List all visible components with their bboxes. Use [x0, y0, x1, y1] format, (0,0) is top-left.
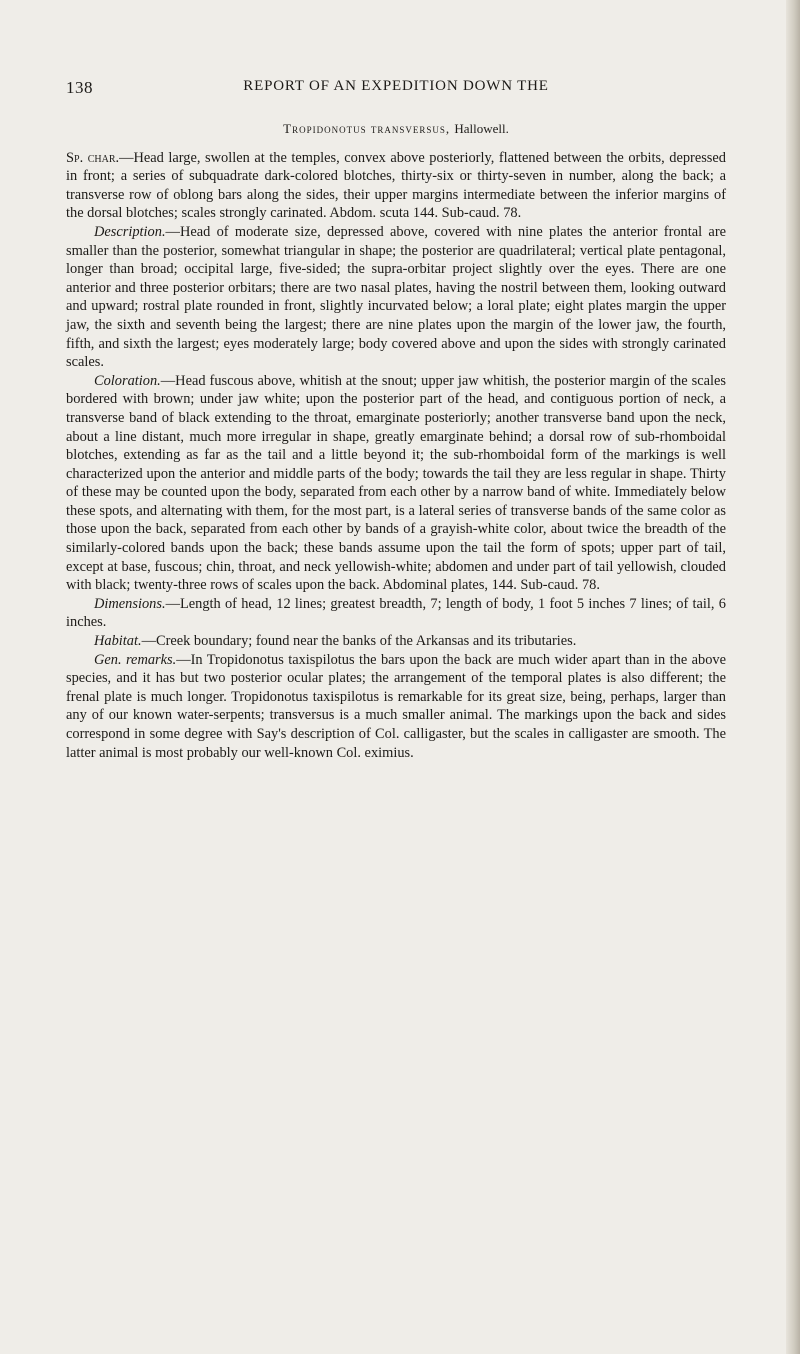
species-title-author: Hallowell.	[454, 121, 509, 136]
page-edge-shadow	[786, 0, 800, 1354]
remarks-label: Gen. remarks.	[94, 651, 177, 668]
paragraph-habitat	[66, 632, 726, 651]
dimensions-text: —Length of head, 12 lines; greatest breadth, 7; length of body, 1 foot 5 inches 7 lines; of tail, 6 inches.	[66, 595, 726, 631]
habitat-text: —Creek boundary; found near the banks of the Arkansas and its tributaries.	[141, 633, 577, 650]
paragraph-coloration	[66, 372, 726, 595]
species-title: Tropidonotus transversus, Hallowell.	[283, 121, 509, 136]
sp-char-text: —Head large, swollen at the temples, convex above posteriorly, flattened between the orbits, depressed in front; a series of subquadrate dark-colored blotches, thirty-six or thirty-seven in number, along the back; a transverse row of oblong bars along the sides, their upper margins intermediate between the inferior margins of the dorsal blotches; scales strongly carinated. Abdom. scuta 144. Sub-caud. 78.	[66, 149, 726, 222]
species-title-species: transversus	[370, 121, 446, 136]
paragraph-description	[66, 223, 726, 372]
paragraph-sp-char	[66, 149, 726, 223]
description-label: Description.	[94, 223, 166, 240]
remarks-text: —In Tropidonotus taxispilotus the bars upon the back are much wider apart than in the above species, and it has but two posterior ocular plates; the arrangement of the temporal plates is also different; the frenal plate is much longer. Tropidonotus taxispilotus is remarkable for its great size, being, perhaps, larger than any of our known water-serpents; transversus is a much smaller animal. The markings upon the back and sides correspond in some degree with Say's description of Col. calligaster, but the scales in calligaster are smooth. The latter animal is most probably our well-known Col. eximius.	[66, 651, 726, 761]
running-head: REPORT OF AN EXPEDITION DOWN THE	[243, 78, 549, 94]
page-content	[66, 120, 726, 762]
sp-char-label: Sp. char.	[66, 149, 120, 166]
coloration-text: —Head fuscous above, whitish at the snout; upper jaw whitish, the posterior margin of the scales bordered with brown; under jaw white; upon the posterior part of the head, and contiguous portion of neck, a transverse band of black extending to the throat, emarginate posteriorly; another transverse band upon the neck, about a line distant, much more irregular in shape, greatly emarginate behind; a dorsal row of sub-rhomboidal blotches, extending as far as the tail and a little beyond it; the sub-rhomboidal form of the markings is well characterized upon the anterior and middle parts of the body; towards the tail they are less regular in shape. Thirty of these may be counted upon the body, separated from each other by a narrow band of white. Immediately below these spots, and alternating with them, for the most part, is a lateral series of transverse bands of the same color as those upon the back, separated from each other by bands of a grayish-white color, about twice the breadth of the similarly-colored bands upon the back; these bands assume upon the tail the form of spots; upper part of tail, except at base, fuscous; chin, throat, and neck yellowish-white; abdomen and under part of tail yellowish, clouded with black; twenty-three rows of scales upon the back. Abdominal plates, 144. Sub-caud. 78.	[66, 372, 726, 594]
page-header	[66, 78, 726, 102]
description-text: —Head of moderate size, depressed above, covered with nine plates the anterior frontal are smaller than the posterior, somewhat triangular in shape; the posterior are quadrilateral; vertical plate pentagonal, longer than broad; occipital large, five-sided; the supra-orbitar project slightly over the eyes. There are one anterior and three posterior orbitars; there are two nasal plates, having the nostril between them, looking outward and upward; rostral plate rounded in front, slightly incurvated below; a loral plate; eight plates margin the upper jaw, the sixth and seventh being the largest; there are nine plates upon the margin of the lower jaw, the fourth, fifth, and sixth the largest; eyes moderately large; body covered above and upon the sides with strongly carinated scales.	[66, 223, 726, 371]
paragraph-dimensions	[66, 595, 726, 632]
dimensions-label: Dimensions.	[94, 595, 166, 612]
paragraph-remarks	[66, 651, 726, 763]
species-title-genus: Tropidonotus	[283, 121, 367, 136]
habitat-label: Habitat.	[94, 633, 142, 650]
coloration-label: Coloration.	[94, 372, 161, 389]
page-number: 138	[66, 78, 93, 97]
